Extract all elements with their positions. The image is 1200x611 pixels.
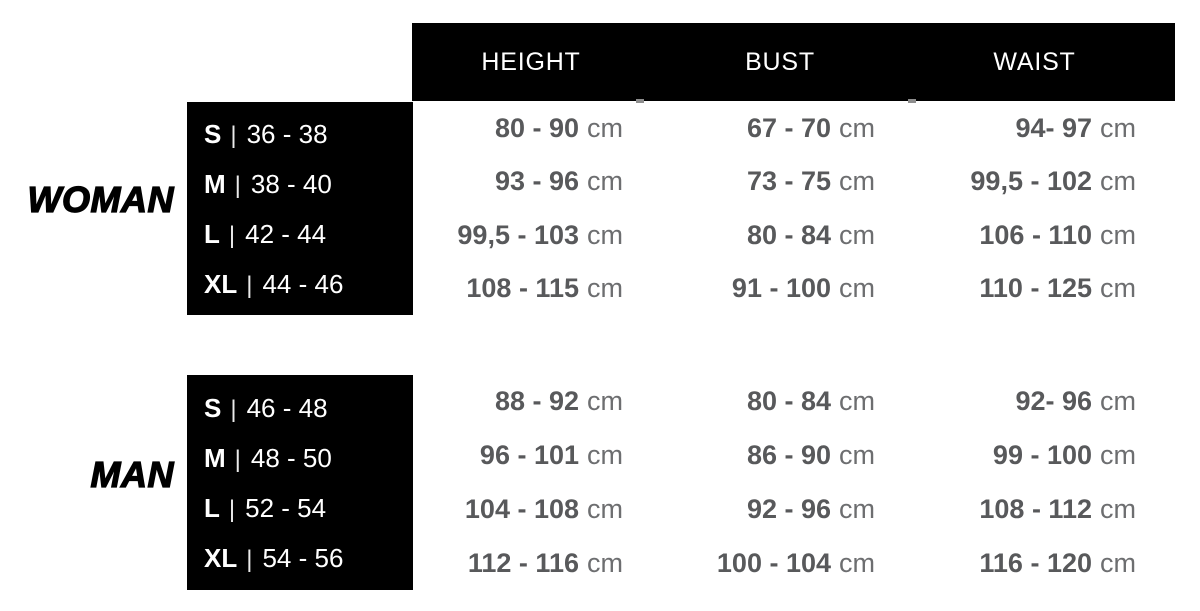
measurement-unit: cm (839, 166, 875, 197)
cell-man-l-waist (912, 483, 1175, 537)
measurement-value: 92 - 96 (746, 493, 831, 524)
size-separator: | (228, 496, 236, 524)
size-separator: | (234, 445, 241, 473)
cell-man-xl-waist (912, 536, 1175, 590)
size-row-man-xl (204, 543, 413, 574)
cell-woman-s-waist (912, 102, 1175, 155)
cell-woman-xl-bust (640, 262, 912, 315)
size-letter: M (204, 442, 226, 473)
measurement-value: 92- 96 (1015, 386, 1092, 417)
measurement-unit: cm (587, 547, 623, 578)
measurement-unit: cm (587, 386, 623, 417)
cell-woman-s-bust (640, 102, 912, 155)
measurement-value: 99,5 - 103 (457, 219, 579, 250)
measurement-value: 93 - 96 (494, 166, 579, 197)
measurement-unit: cm (1100, 440, 1136, 471)
size-separator: | (230, 395, 237, 423)
measurement-value: 67 - 70 (746, 113, 831, 144)
measurement-value: 94- 97 (1015, 113, 1092, 144)
table-header-bar (412, 23, 1175, 101)
size-separator: | (228, 221, 236, 249)
size-range: 44 - 46 (262, 268, 344, 299)
measurement-unit: cm (1100, 547, 1136, 578)
man-measurements (413, 375, 1175, 590)
measurement-value: 80 - 84 (746, 386, 831, 417)
measurement-value: 110 - 125 (979, 272, 1092, 303)
man-size-box (187, 375, 413, 590)
measurement-unit: cm (587, 493, 623, 524)
cell-woman-s-height (413, 102, 640, 155)
measurement-unit: cm (839, 219, 875, 250)
size-letter: XL (204, 543, 238, 574)
measurement-unit: cm (839, 440, 875, 471)
column-header-waist: WAIST (993, 47, 1076, 76)
column-header-height: HEIGHT (481, 47, 581, 76)
size-range: 36 - 38 (246, 119, 328, 150)
size-range: 48 - 50 (250, 442, 332, 473)
cell-man-m-waist (912, 429, 1175, 483)
measurement-unit: cm (1100, 166, 1136, 197)
measurement-value: 99,5 - 102 (970, 166, 1092, 197)
column-header-bust: BUST (745, 47, 815, 76)
measurement-unit: cm (1100, 386, 1136, 417)
measurement-unit: cm (1100, 113, 1136, 144)
measurement-value: 99 - 100 (992, 440, 1092, 471)
cell-man-m-height (413, 429, 640, 483)
size-separator: | (246, 271, 253, 299)
size-letter: L (204, 218, 220, 249)
size-range: 46 - 48 (246, 392, 328, 423)
measurement-unit: cm (587, 166, 623, 197)
section-label-woman: WOMAN (27, 179, 174, 220)
woman-size-box (187, 102, 413, 315)
measurement-value: 86 - 90 (746, 440, 831, 471)
size-letter: M (204, 169, 226, 200)
size-range: 42 - 44 (245, 218, 327, 249)
measurement-value: 108 - 112 (979, 493, 1092, 524)
cell-man-s-height (413, 375, 640, 429)
size-letter: S (204, 392, 222, 423)
size-letter: XL (204, 268, 238, 299)
measurement-unit: cm (839, 493, 875, 524)
woman-measurements (413, 102, 1175, 315)
measurement-value: 100 - 104 (716, 547, 831, 578)
measurement-unit: cm (587, 219, 623, 250)
measurement-unit: cm (1100, 493, 1136, 524)
cell-woman-m-waist (912, 155, 1175, 208)
cell-woman-xl-height (413, 262, 640, 315)
cell-man-xl-height (413, 536, 640, 590)
size-range: 38 - 40 (250, 169, 332, 200)
cell-man-l-height (413, 483, 640, 537)
cell-man-s-bust (640, 375, 912, 429)
size-row-woman-xl (204, 269, 413, 300)
measurement-value: 88 - 92 (494, 386, 579, 417)
measurement-value: 80 - 84 (746, 219, 831, 250)
size-separator: | (234, 172, 241, 200)
measurement-unit: cm (1100, 272, 1136, 303)
cell-woman-l-waist (912, 209, 1175, 262)
cell-woman-xl-waist (912, 262, 1175, 315)
cell-woman-l-bust (640, 209, 912, 262)
measurement-unit: cm (587, 272, 623, 303)
cell-man-m-bust (640, 429, 912, 483)
cell-man-xl-bust (640, 536, 912, 590)
size-range: 52 - 54 (245, 493, 327, 524)
measurement-unit: cm (587, 440, 623, 471)
measurement-unit: cm (1100, 219, 1136, 250)
size-row-man-m (204, 443, 413, 474)
size-range: 54 - 56 (262, 543, 344, 574)
measurement-value: 91 - 100 (731, 272, 831, 303)
measurement-unit: cm (587, 113, 623, 144)
measurement-value: 106 - 110 (979, 219, 1092, 250)
measurement-unit: cm (839, 272, 875, 303)
measurement-unit: cm (839, 386, 875, 417)
size-separator: | (230, 122, 237, 150)
cell-man-s-waist (912, 375, 1175, 429)
size-row-woman-m (204, 169, 413, 200)
measurement-value: 112 - 116 (467, 547, 579, 578)
cell-man-l-bust (640, 483, 912, 537)
size-row-woman-s (204, 119, 413, 150)
measurement-value: 96 - 101 (479, 440, 579, 471)
size-letter: S (204, 119, 222, 150)
size-row-woman-l (204, 219, 413, 250)
size-separator: | (246, 546, 253, 574)
measurement-value: 104 - 108 (464, 493, 579, 524)
measurement-value: 108 - 115 (466, 272, 579, 303)
cell-woman-m-bust (640, 155, 912, 208)
size-letter: L (204, 493, 220, 524)
cell-woman-l-height (413, 209, 640, 262)
measurement-value: 116 - 120 (979, 547, 1092, 578)
cell-woman-m-height (413, 155, 640, 208)
size-row-man-l (204, 493, 413, 524)
measurement-value: 73 - 75 (746, 166, 831, 197)
measurement-unit: cm (839, 547, 875, 578)
measurement-value: 80 - 90 (494, 113, 579, 144)
measurement-unit: cm (839, 113, 875, 144)
size-row-man-s (204, 393, 413, 424)
section-label-man: MAN (90, 454, 174, 495)
